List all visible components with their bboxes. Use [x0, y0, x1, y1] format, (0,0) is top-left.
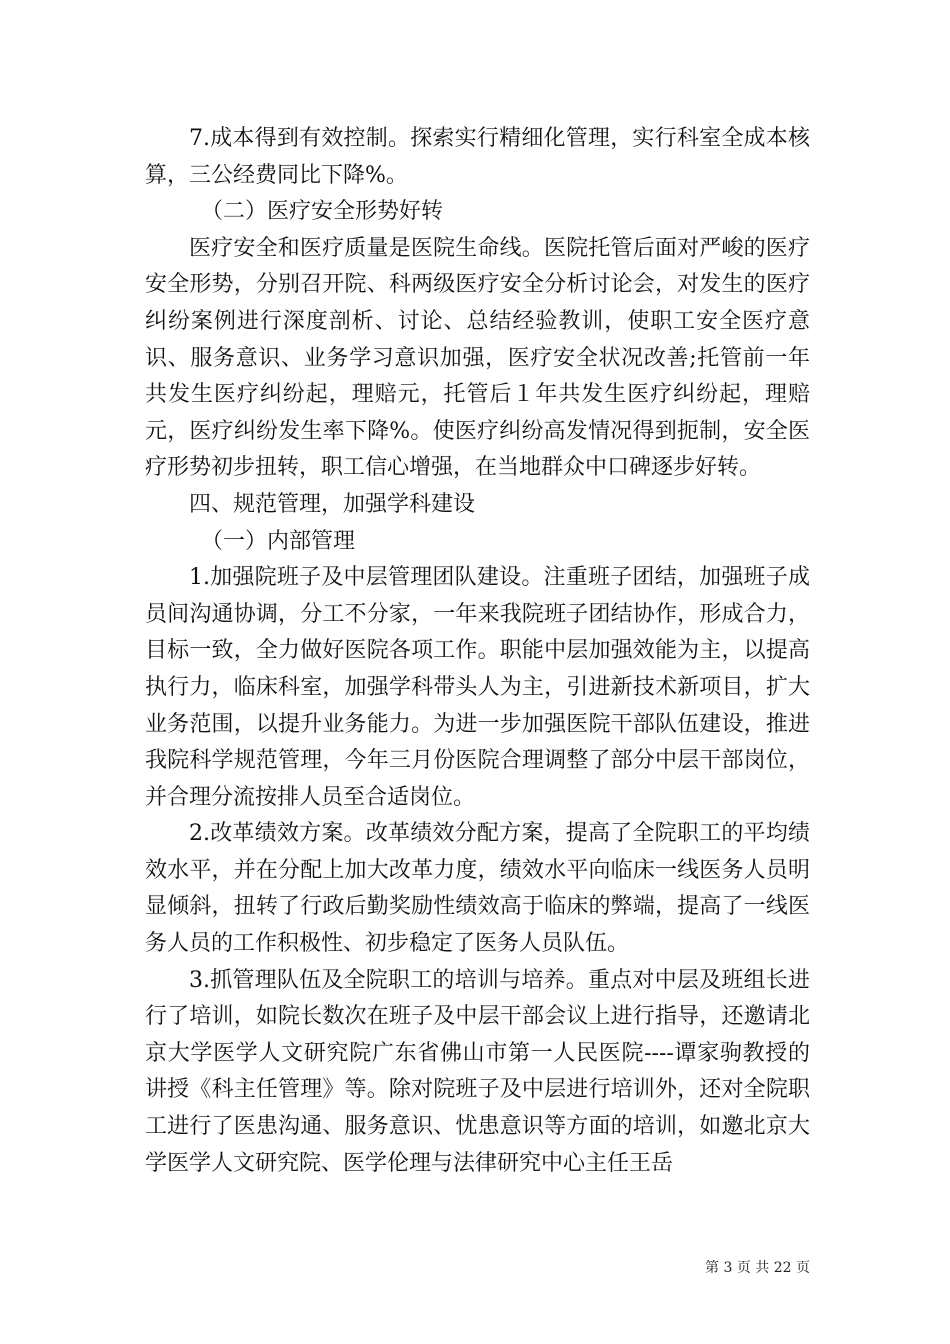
page-number-footer: 第 3 页 共 22 页	[705, 1260, 810, 1276]
para-training: 3.抓管理队伍及全院职工的培训与培养。重点对中层及班组长进行了培训，如院长数次在班子及中层干部会议上进行指导，还邀请北京大学医学人文研究院广东省佛山市第一人民医院----谭家驹教授的讲授《科主任管理》等。除对院班子及中层进行培训外，还对全院职工进行了医患沟通、服务意识、忧患意识等方面的培训，如邀北京大学医学人文研究院、医学伦理与法律研究中心主任王岳	[145, 967, 810, 1176]
para-medical-safety: 医疗安全和医疗质量是医院生命线。医院托管后面对严峻的医疗安全形势，分别召开院、科两级医疗安全分析讨论会，对发生的医疗纠纷案例进行深度剖析、讨论、总结经验教训，使职工安全医疗意识、服务意识、业务学习意识加强，医疗安全状况改善;托管前一年共发生医疗纠纷起，理赔元，托管后１年共发生医疗纠纷起，理赔元，医疗纠纷发生率下降%。使医疗纠纷高发情况得到扼制，安全医疗形势初步扭转，职工信心增强，在当地群众中口碑逐步好转。	[145, 235, 810, 481]
para-performance-reform: 2.改革绩效方案。改革绩效分配方案，提高了全院职工的平均绩效水平，并在分配上加大改革力度，绩效水平向临床一线医务人员明显倾斜，扭转了行政后勤奖励性绩效高于临床的弊端，提高了一线医务人员的工作积极性、初步稳定了医务人员队伍。	[145, 821, 810, 957]
subheading-internal-management: （一）内部管理	[201, 528, 356, 554]
subheading-medical-safety: （二）医疗安全形势好转	[201, 199, 444, 225]
para-team-building: 1.加强院班子及中层管理团队建设。注重班子团结，加强班子成员间沟通协调，分工不分家，一年来我院班子团结协作，形成合力，目标一致，全力做好医院各项工作。职能中层加强效能为主，以提高执行力，临床科室，加强学科带头人为主，引进新技术新项目，扩大业务范围，以提升业务能力。为进一步加强医院干部队伍建设，推进我院科学规范管理，今年三月份医院合理调整了部分中层干部岗位，并合理分流按排人员至合适岗位。	[145, 565, 810, 810]
para-cost-control: 7.成本得到有效控制。探索实行精细化管理，实行科室全成本核算，三公经费同比下降%。	[145, 126, 810, 188]
heading-section-four: 四、规范管理，加强学科建设	[189, 491, 476, 517]
document-body	[145, 121, 810, 1182]
